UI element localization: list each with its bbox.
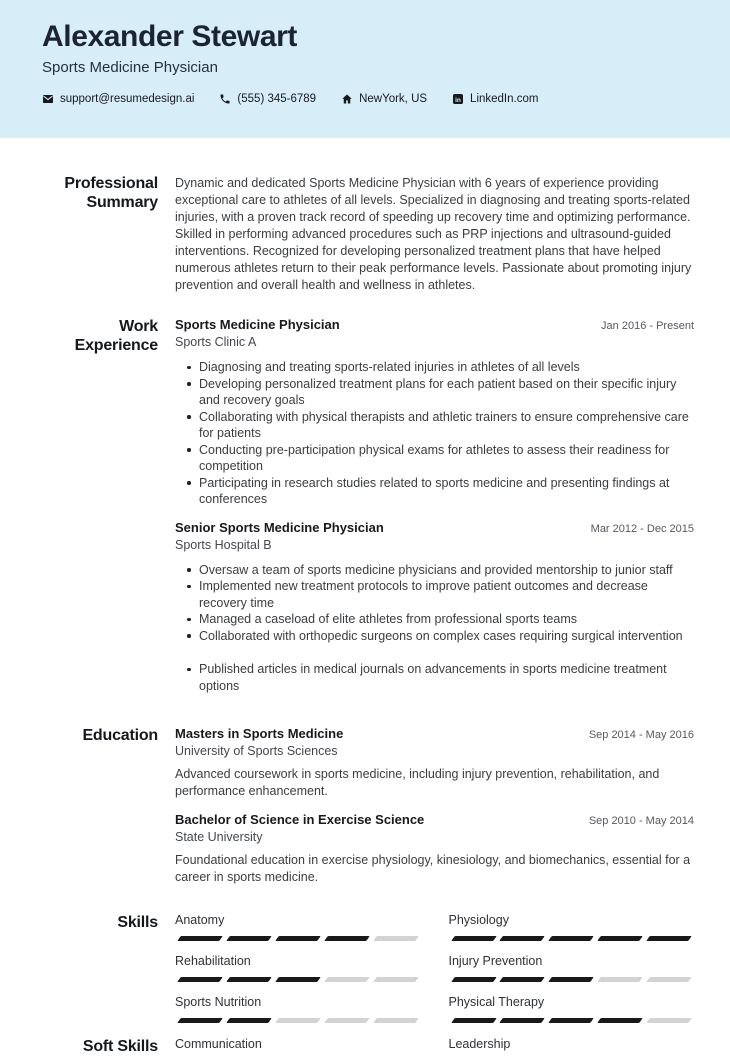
degree-dates: Sep 2010 - May 2014 [588,815,694,827]
resume-body [0,174,730,1056]
skill-level-bar [175,1018,421,1023]
summary-text: Dynamic and dedicated Sports Medicine Physician with 6 years of experience providing exceptional care to athletes of all levels. Specialized in diagnosing and treating sports-related injuries, with a proven track record of speeding up recovery time and optimizing performance. Skilled in performing advanced procedures such as PRP injections and ultrasound-guided interventions. Recognized for developing personalized treatment plans that have helped numerous athletes return to their peak performance levels. Passionate about promoting injury prevention and overall health and wellness in athletes. [175,176,692,292]
skill-item [449,995,695,1023]
skill-bar-segment [226,1018,271,1023]
skill-bar-segment [646,1018,691,1023]
job-bullet: Managed a caseload of elite athletes from professional sports teams [175,611,694,628]
skill-item [175,995,421,1023]
skill-bar-segment [177,977,222,982]
skill-bar-segment [451,977,496,982]
job-title: Senior Sports Medicine Physician [175,519,384,535]
section-heading-education: Education [82,727,158,744]
skill-item [175,954,421,982]
degree-title: Bachelor of Science in Exercise Science [175,812,425,827]
phone-icon [219,93,231,105]
skill-bar-segment [549,977,594,982]
skill-bar-segment [451,1018,496,1023]
section-soft-skills [36,1037,694,1056]
skill-bar-segment [646,977,691,982]
job-bullet: Participating in research studies related to sports medicine and presenting findings at conferences [175,475,694,508]
job-company: Sports Hospital B [175,537,272,552]
skill-level-bar [449,977,695,982]
skills-grid [175,913,694,1023]
skill-bar-segment [500,936,545,941]
skill-level-bar [175,936,421,941]
job-title: Sports Medicine Physician [175,317,340,332]
degree-school: University of Sports Sciences [175,744,338,758]
degree-description: Advanced coursework in sports medicine, including injury prevention, rehabilitation, and performance enhancement. [175,767,660,798]
skill-bar-segment [275,1018,320,1023]
skill-bar-segment [373,1018,418,1023]
section-heading-soft-skills: Soft Skills [82,1038,158,1055]
job-bullet-list [175,562,694,695]
contact-linkedin-text: LinkedIn.com [470,93,539,106]
work-experience-list [175,317,694,694]
job-bullet: Conducting pre-participation physical exams for athletes to assess their readiness for competition [175,442,694,475]
education-item [175,812,694,885]
section-work-experience [36,317,694,694]
linkedin-icon [452,93,464,105]
skill-name: Injury Prevention [448,954,543,968]
contact-phone-text: (555) 345-6789 [237,93,317,106]
skill-item [449,954,695,982]
work-experience-item [175,520,694,695]
skill-bar-segment [226,977,271,982]
section-education [36,726,694,885]
skill-bar-segment [597,936,642,941]
skill-bar-segment [500,977,545,982]
skill-level-bar [449,936,695,941]
person-name: Alexander Stewart [42,20,297,53]
contact-location [341,93,427,105]
education-item [175,726,694,799]
skill-bar-segment [549,1018,594,1023]
job-bullet: Collaborated with orthopedic surgeons on complex cases requiring surgical intervention [175,628,694,645]
skill-bar-segment [275,936,320,941]
envelope-icon [42,93,54,105]
skill-bar-segment [646,936,691,941]
job-bullet: Oversaw a team of sports medicine physicians and provided mentorship to junior staff [175,562,694,579]
contact-phone [219,93,316,105]
degree-header [175,812,694,827]
section-heading-skills: Skills [117,914,158,931]
skill-name: Physiology [448,913,509,927]
job-bullet: Implemented new treatment protocols to improve patient outcomes and decrease recovery time [175,578,694,611]
skill-bar-segment [324,936,369,941]
soft-skill-item [175,1037,421,1051]
soft-skills-grid [175,1037,694,1051]
skill-name: Sports Nutrition [175,995,262,1009]
degree-school: State University [175,830,263,844]
skill-bar-segment [324,1018,369,1023]
job-bullet-list [175,359,694,508]
section-heading-professional-summary: Professional Summary [64,175,158,211]
degree-dates: Sep 2014 - May 2016 [588,729,694,741]
contact-row [42,93,688,105]
job-bullet: Developing personalized treatment plans for each patient based on their specific injury and recovery goals [175,376,694,409]
job-bullet: Collaborating with physical therapists and athletic trainers to ensure comprehensive care for patients [175,409,694,442]
job-bullet: Published articles in medical journals on advancements in sports medicine treatment options [175,661,694,694]
contact-email-text: support@resumedesign.ai [60,93,195,106]
section-skills [36,913,694,1023]
skill-bar-segment [597,977,642,982]
skill-level-bar [449,1018,695,1023]
soft-skill-name: Leadership [448,1037,511,1051]
skill-bar-segment [500,1018,545,1023]
work-experience-item [175,317,694,508]
job-dates: Jan 2016 - Present [601,320,694,332]
skill-bar-segment [324,977,369,982]
skill-bar-segment [373,977,418,982]
contact-location-text: NewYork, US [359,93,428,106]
svg-text:in: in [455,97,461,105]
contact-linkedin [452,93,538,105]
skill-bar-segment [549,936,594,941]
soft-skill-item [449,1037,695,1051]
skill-bar-segment [373,936,418,941]
education-list [175,726,694,885]
degree-title: Masters in Sports Medicine [175,726,344,741]
home-icon [341,93,353,105]
job-header [175,520,694,535]
section-professional-summary [36,174,694,294]
skill-bar-segment [275,977,320,982]
job-company: Sports Clinic A [175,335,257,349]
skill-name: Physical Therapy [448,995,545,1009]
skill-item [175,913,421,941]
job-header [175,317,694,332]
skill-bar-segment [177,1018,222,1023]
section-heading-work-experience: Work Experience [74,318,158,354]
job-bullet: Diagnosing and treating sports-related injuries in athletes of all levels [175,359,694,376]
degree-description: Foundational education in exercise physiology, kinesiology, and biomechanics, essential for a career in sports medicine. [175,853,691,884]
skill-name: Rehabilitation [175,954,251,968]
skill-level-bar [175,977,421,982]
resume-header [0,0,730,138]
skill-item [449,913,695,941]
degree-header [175,726,694,741]
person-job-title: Sports Medicine Physician [42,59,218,77]
skill-name: Anatomy [175,913,225,927]
skill-bar-segment [451,936,496,941]
soft-skill-name: Communication [175,1037,262,1051]
skill-bar-segment [597,1018,642,1023]
contact-email [42,93,194,105]
job-dates: Mar 2012 - Dec 2015 [590,522,694,535]
skill-bar-segment [226,936,271,941]
skill-bar-segment [177,936,222,941]
